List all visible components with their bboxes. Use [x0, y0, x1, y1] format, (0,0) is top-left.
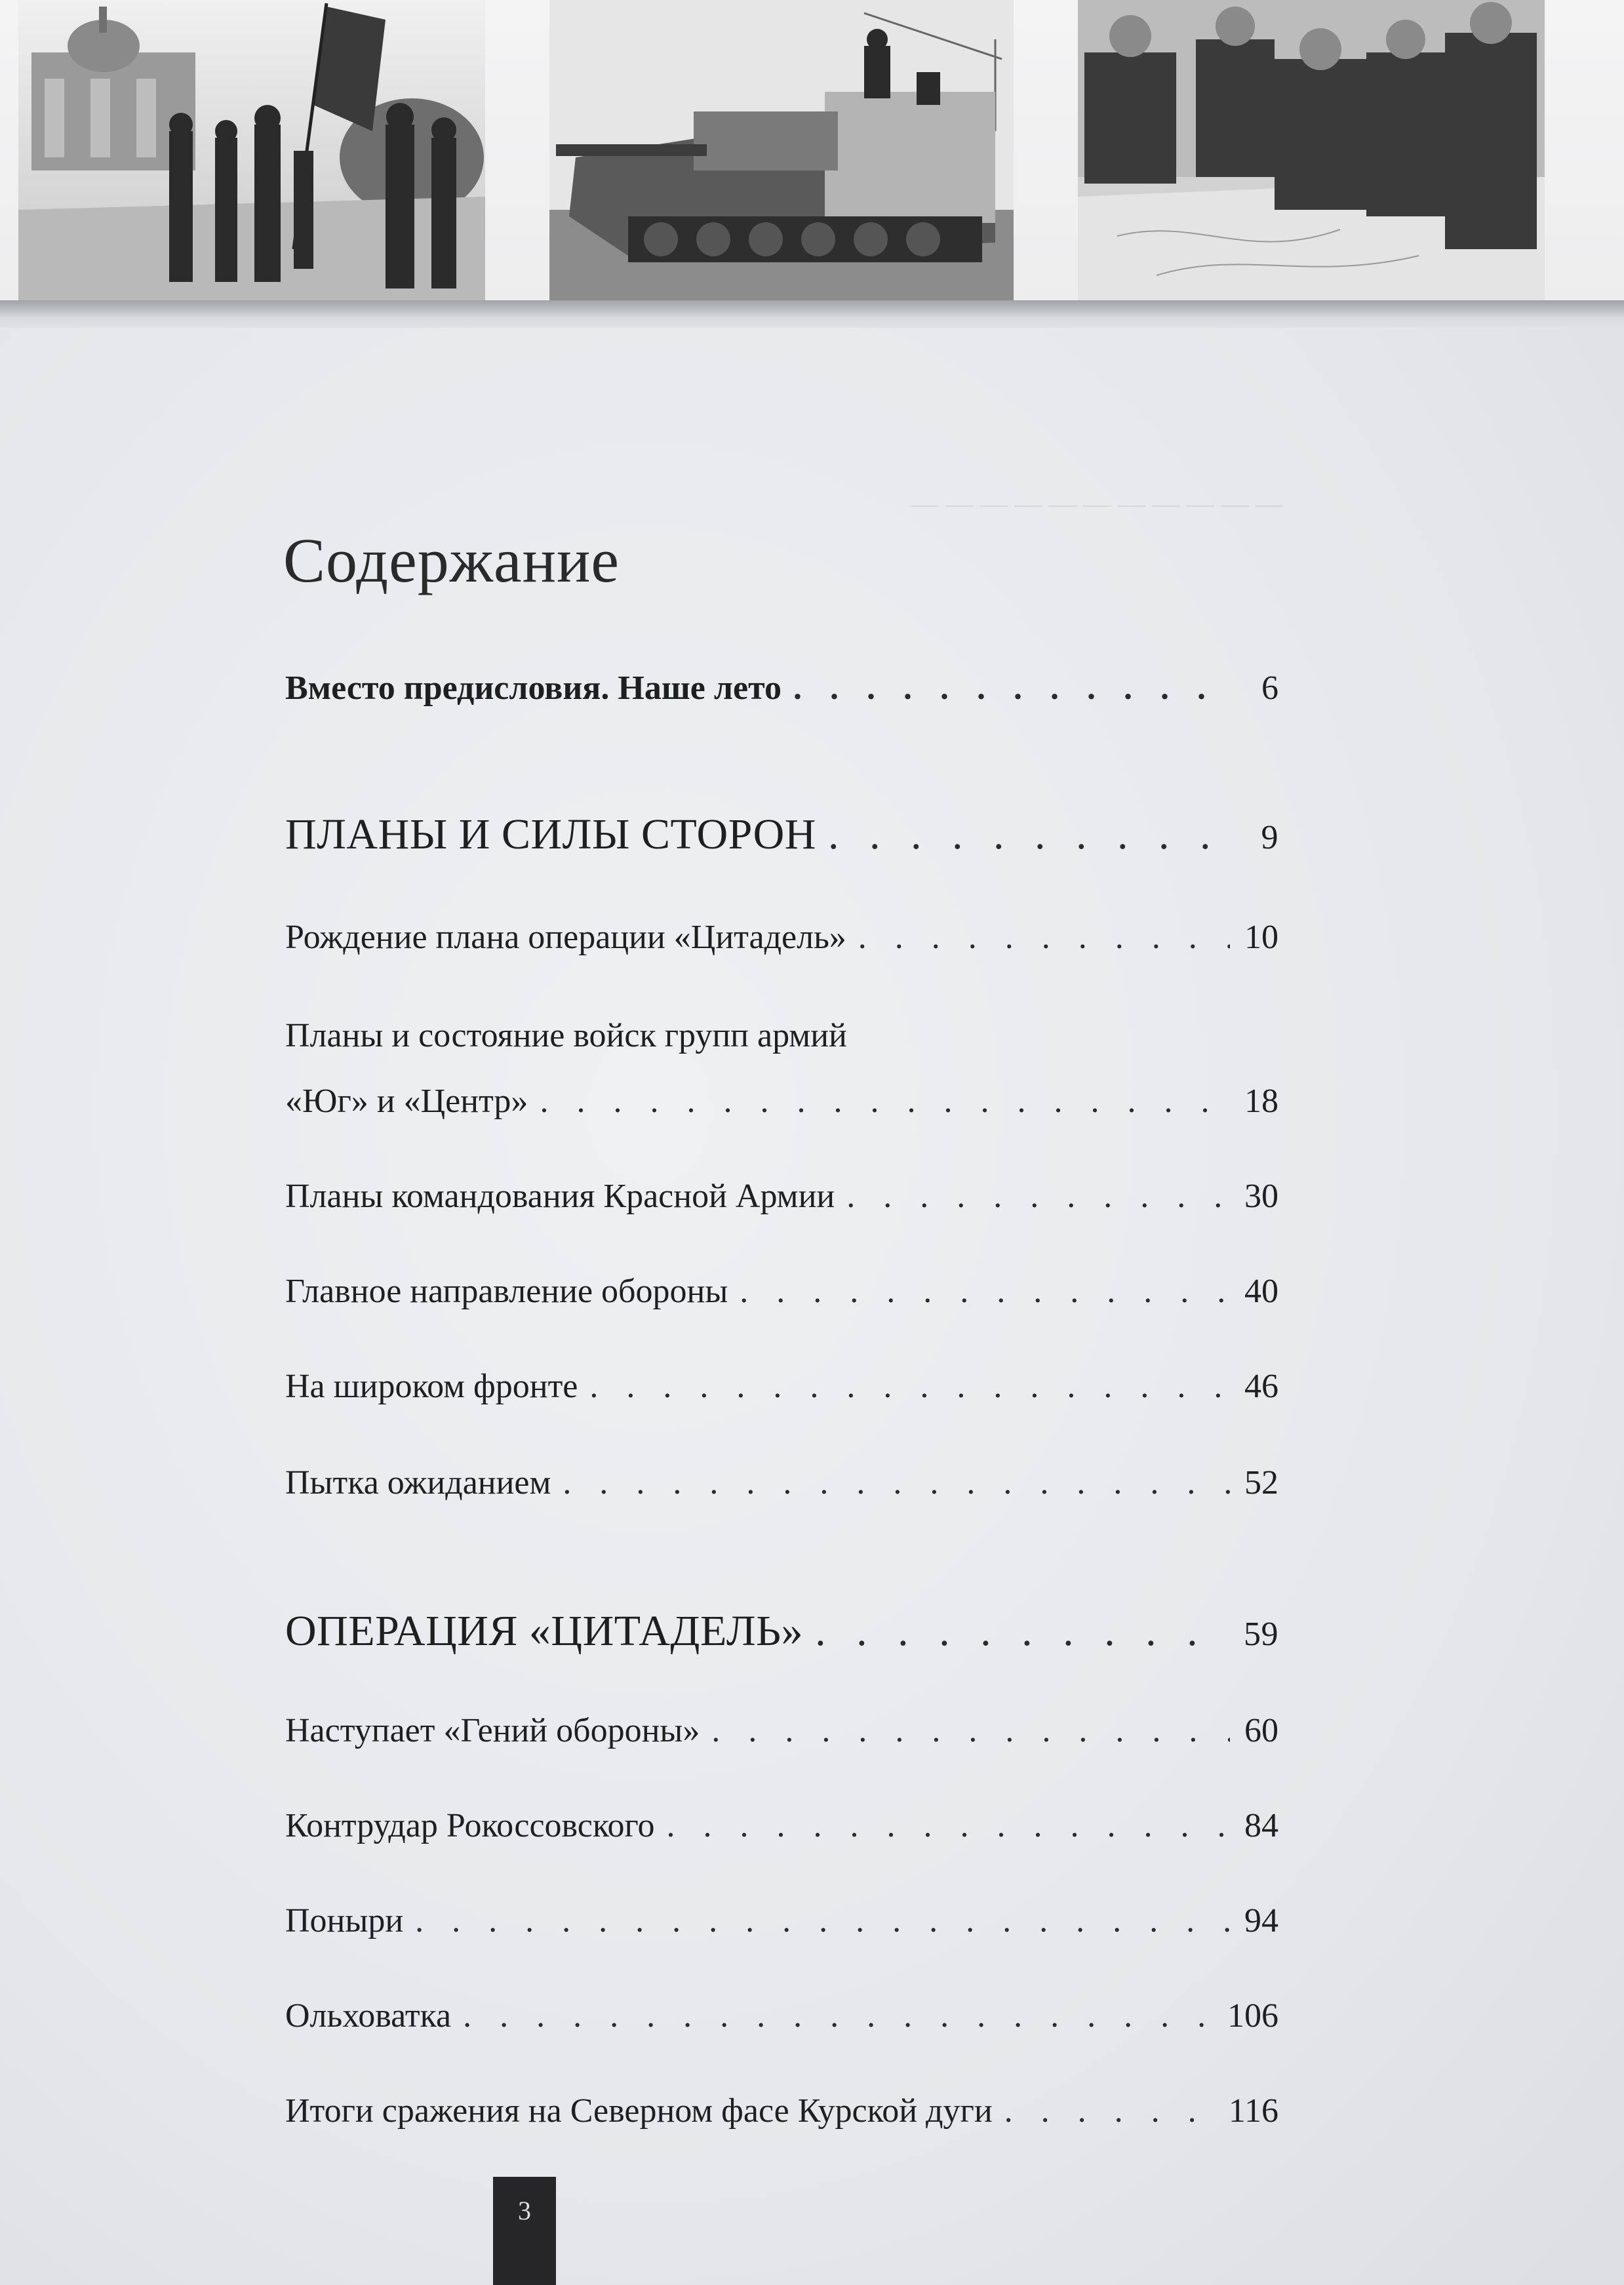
toc-leader-dots	[711, 1711, 1230, 1750]
photo-strip	[0, 0, 1624, 308]
photo-parade-with-banner	[18, 0, 485, 302]
toc-leader-dots	[815, 1606, 1230, 1656]
toc-entry-label: Поныри	[285, 1902, 404, 1939]
photo-tank	[549, 0, 1014, 302]
toc-leader-dots	[540, 1082, 1230, 1121]
toc-leader-dots	[589, 1367, 1230, 1406]
toc-entry[interactable]	[285, 1997, 1278, 2035]
toc-entry-label: Главное направление обороны	[285, 1273, 728, 1310]
toc-page-number: 106	[1227, 1997, 1278, 2035]
toc-page-number: 116	[1228, 2092, 1278, 2130]
toc-leader-dots	[793, 669, 1230, 707]
toc-entry[interactable]	[285, 1082, 1278, 1121]
toc-entry[interactable]	[285, 669, 1278, 707]
page-folio-number: 3	[493, 2177, 556, 2285]
toc-entry-label: Контрудар Рокоссовского	[285, 1807, 655, 1844]
toc-page-number: 59	[1244, 1616, 1278, 1653]
toc-leader-dots	[415, 1901, 1230, 1940]
toc-entry[interactable]	[285, 918, 1278, 957]
toc-leader-dots	[1004, 2092, 1219, 2130]
toc-page-number: 52	[1244, 1464, 1278, 1501]
toc-page-number: 46	[1244, 1368, 1278, 1405]
toc-title: Содержание	[283, 525, 620, 596]
toc-leader-dots	[858, 918, 1230, 957]
toc-page-number: 6	[1261, 669, 1278, 707]
toc-page-number: 60	[1244, 1712, 1278, 1749]
toc-page-number: 30	[1244, 1178, 1278, 1215]
toc-entry[interactable]	[285, 2092, 1278, 2130]
toc-leader-dots	[667, 1806, 1230, 1845]
toc-entry[interactable]	[285, 1901, 1278, 1940]
toc-page-number: 40	[1244, 1273, 1278, 1310]
toc-page-number: 9	[1261, 819, 1278, 856]
bleed-through-text: — — — — — — — — — — —	[911, 489, 1283, 519]
toc-entry-label: Пытка ожиданием	[285, 1464, 551, 1501]
toc-page-number: 18	[1244, 1083, 1278, 1120]
toc-leader-dots	[463, 1997, 1218, 2035]
toc-page-number: 84	[1244, 1807, 1278, 1844]
toc-leader-dots	[846, 1177, 1230, 1216]
toc-entry[interactable]	[285, 1367, 1278, 1406]
toc-entry-label: На широком фронте	[285, 1368, 578, 1405]
toc-entry-label-line2: «Юг» и «Центр»	[285, 1083, 528, 1120]
toc-leader-dots	[563, 1463, 1230, 1502]
toc-entry-label: Планы командования Красной Армии	[285, 1178, 835, 1215]
toc-entry-label: Рождение плана операции «Цитадель»	[285, 919, 846, 956]
toc-entry[interactable]	[285, 1711, 1278, 1750]
toc-page-number: 10	[1244, 919, 1278, 956]
toc-leader-dots	[740, 1272, 1230, 1311]
toc-entry-label: Ольховатка	[285, 1997, 452, 2035]
toc-entry-label-line1[interactable]: Планы и состояние войск групп армий	[285, 1017, 847, 1054]
toc-entry-label: Наступает «Гений обороны»	[285, 1712, 700, 1749]
toc-leader-dots	[828, 810, 1230, 860]
toc-section-label: ОПЕРАЦИЯ «ЦИТАДЕЛЬ»	[285, 1607, 804, 1655]
toc-entry[interactable]	[285, 1177, 1278, 1216]
toc-section-heading[interactable]	[285, 1606, 1278, 1656]
toc-page-number: 94	[1244, 1902, 1278, 1939]
toc-entry-label: Итоги сражения на Северном фасе Курской дуги	[285, 2092, 993, 2130]
toc-section-label: ПЛАНЫ И СИЛЫ СТОРОН	[285, 810, 816, 858]
toc-entry-label: Вместо предисловия. Наше лето	[285, 669, 782, 707]
toc-entry[interactable]	[285, 1463, 1278, 1502]
toc-entry[interactable]	[285, 1806, 1278, 1845]
photo-officers-at-map	[1078, 0, 1545, 302]
toc-entry[interactable]	[285, 1272, 1278, 1311]
toc-section-heading[interactable]	[285, 810, 1278, 860]
